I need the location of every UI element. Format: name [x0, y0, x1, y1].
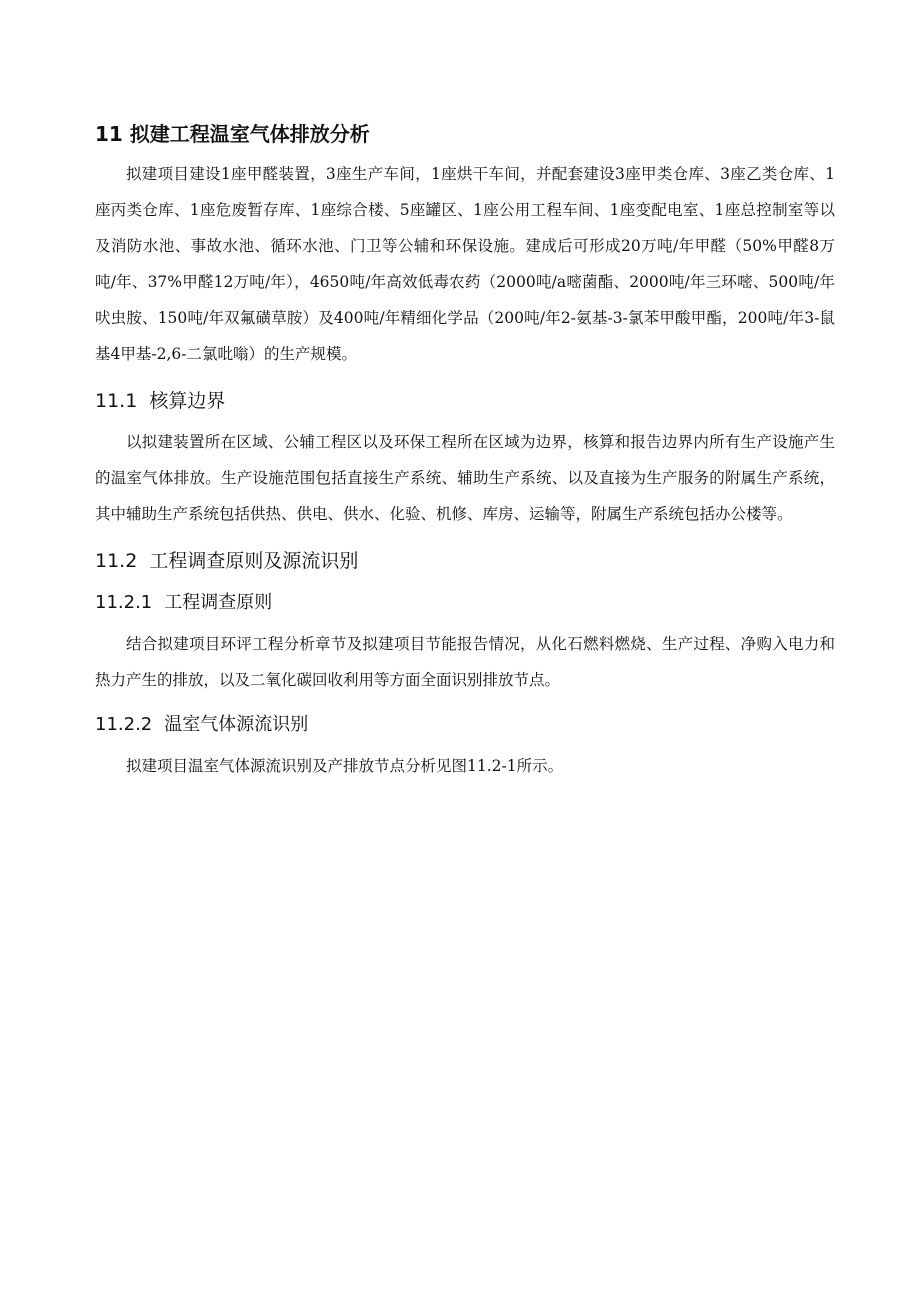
subsection-number: 11.2.1 [95, 592, 153, 613]
subsection-title: 核算边界 [149, 390, 226, 412]
section-intro-paragraph: 拟建项目建设1座甲醛装置，3座生产车间，1座烘干车间，并配套建设3座甲类仓库、3座乙类仓库、1座丙类仓库、1座危废暂存库、1座综合楼、5座罐区、1座公用工程车间、1座变配电室、1座总控制室等以及消防水池、事故水池、循环水池、门卫等公辅和环保设施。建成后可形成20万吨/年甲醛（50%甲醛8万吨/年、37%甲醛12万吨/年），4650吨/年高效低毒农药（2000吨/a嘧菌酯、2000吨/年三环嘧、500吨/年吠虫胺、150吨/年双氟磺草胺）及400吨/年精细化学品（200吨/年2-氨基-3-氯苯甲酸甲酯，200吨/年3-鼠基4甲基-2,6-二氯吡嗡）的生产规模。 [95, 165, 835, 363]
source-identification-paragraph: 拟建项目温室气体源流识别及产排放节点分析见图11.2-1所示。 [126, 757, 564, 775]
subsection-title: 工程调查原则及源流识别 [149, 550, 359, 572]
subsection-number: 11.2.2 [95, 714, 153, 735]
subsection-heading-11-2 [95, 546, 835, 576]
subsection-heading-11-2-2 [95, 710, 835, 740]
subsection-number: 11.1 [95, 390, 138, 412]
survey-principle-paragraph: 结合拟建项目环评工程分析章节及拟建项目节能报告情况，从化石燃料燃烧、生产过程、净购入电力和热力产生的排放，以及二氧化碳回收利用等方面全面识别排放节点。 [95, 635, 835, 689]
subsection-title: 工程调查原则 [164, 592, 273, 613]
subsection-title: 温室气体源流识别 [164, 714, 309, 735]
document-page [95, 118, 835, 784]
subsection-number: 11.2 [95, 550, 138, 572]
section-heading: 11 拟建工程温室气体排放分析 [95, 122, 370, 146]
subsection-heading-11-2-1 [95, 588, 835, 618]
subsection-heading-11-1 [95, 386, 835, 416]
accounting-boundary-paragraph: 以拟建装置所在区域、公辅工程区以及环保工程所在区域为边界，核算和报告边界内所有生产设施产生的温室气体排放。生产设施范围包括直接生产系统、辅助生产系统、以及直接为生产服务的附属生产系统，其中辅助生产系统包括供热、供电、供水、化验、机修、库房、运输等，附属生产系统包括办公楼等。 [95, 433, 835, 523]
